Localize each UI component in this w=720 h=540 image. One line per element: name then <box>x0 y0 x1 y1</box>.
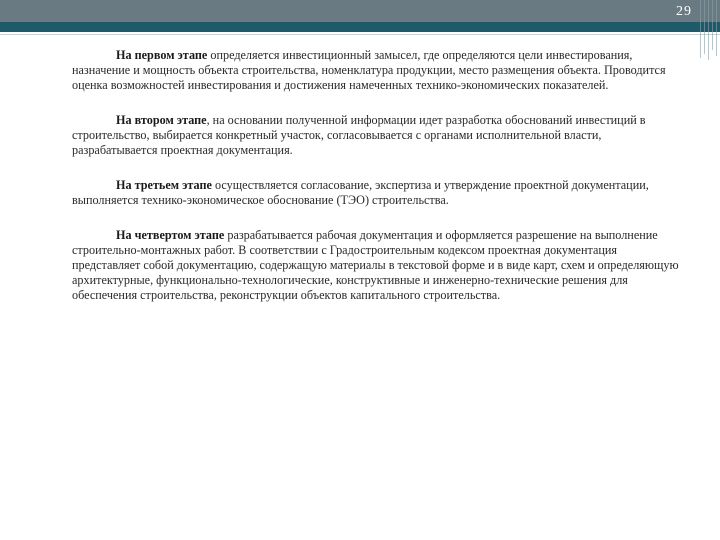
paragraph-text: , на основании полученной информации идет разработка обоснований инвестиций в строительство, выбирается конкретный участок, согласовывается с органами исполнительной власти, разрабатывается проектная документация. <box>72 113 646 157</box>
paragraph-lead: На третьем этапе <box>116 178 212 192</box>
paragraph-lead: На первом этапе <box>116 48 208 62</box>
slide-body <box>72 48 680 323</box>
decorative-lines <box>698 0 718 60</box>
header-band <box>0 0 720 22</box>
paragraph-stage-1 <box>72 48 680 93</box>
paragraph-stage-3 <box>72 178 680 208</box>
header-divider <box>0 34 720 35</box>
paragraph-text: определяется инвестиционный замысел, где определяются цели инвестирования, назначение и мощность объекта строительства, номенклатура продукции, место размещения объекта. Проводится оценка возможностей инвестирования и достижения намеченных технико-экономических показателей. <box>72 48 666 92</box>
paragraph-stage-2 <box>72 113 680 158</box>
page-number: 29 <box>676 4 692 19</box>
paragraph-text: осуществляется согласование, экспертиза и утверждение проектной документации, выполняется технико-экономическое обоснование (ТЭО) строительства. <box>72 178 649 207</box>
paragraph-text: разрабатывается рабочая документация и оформляется разрешение на выполнение строительно-монтажных работ. В соответствии с Градостроительным кодексом проектная документация представляет собой документацию, содержащую материалы в текстовой форме и в виде карт, схем и определяющую архитектурные, функционально-технологические, конструктивные и инженерно-технические решения для обеспечения строительства, реконструкции объектов капитального строительства. <box>72 228 679 302</box>
header-accent-band <box>0 22 720 32</box>
paragraph-lead: На втором этапе <box>116 113 207 127</box>
paragraph-lead: На четвертом этапе <box>116 228 225 242</box>
paragraph-stage-4 <box>72 228 680 303</box>
